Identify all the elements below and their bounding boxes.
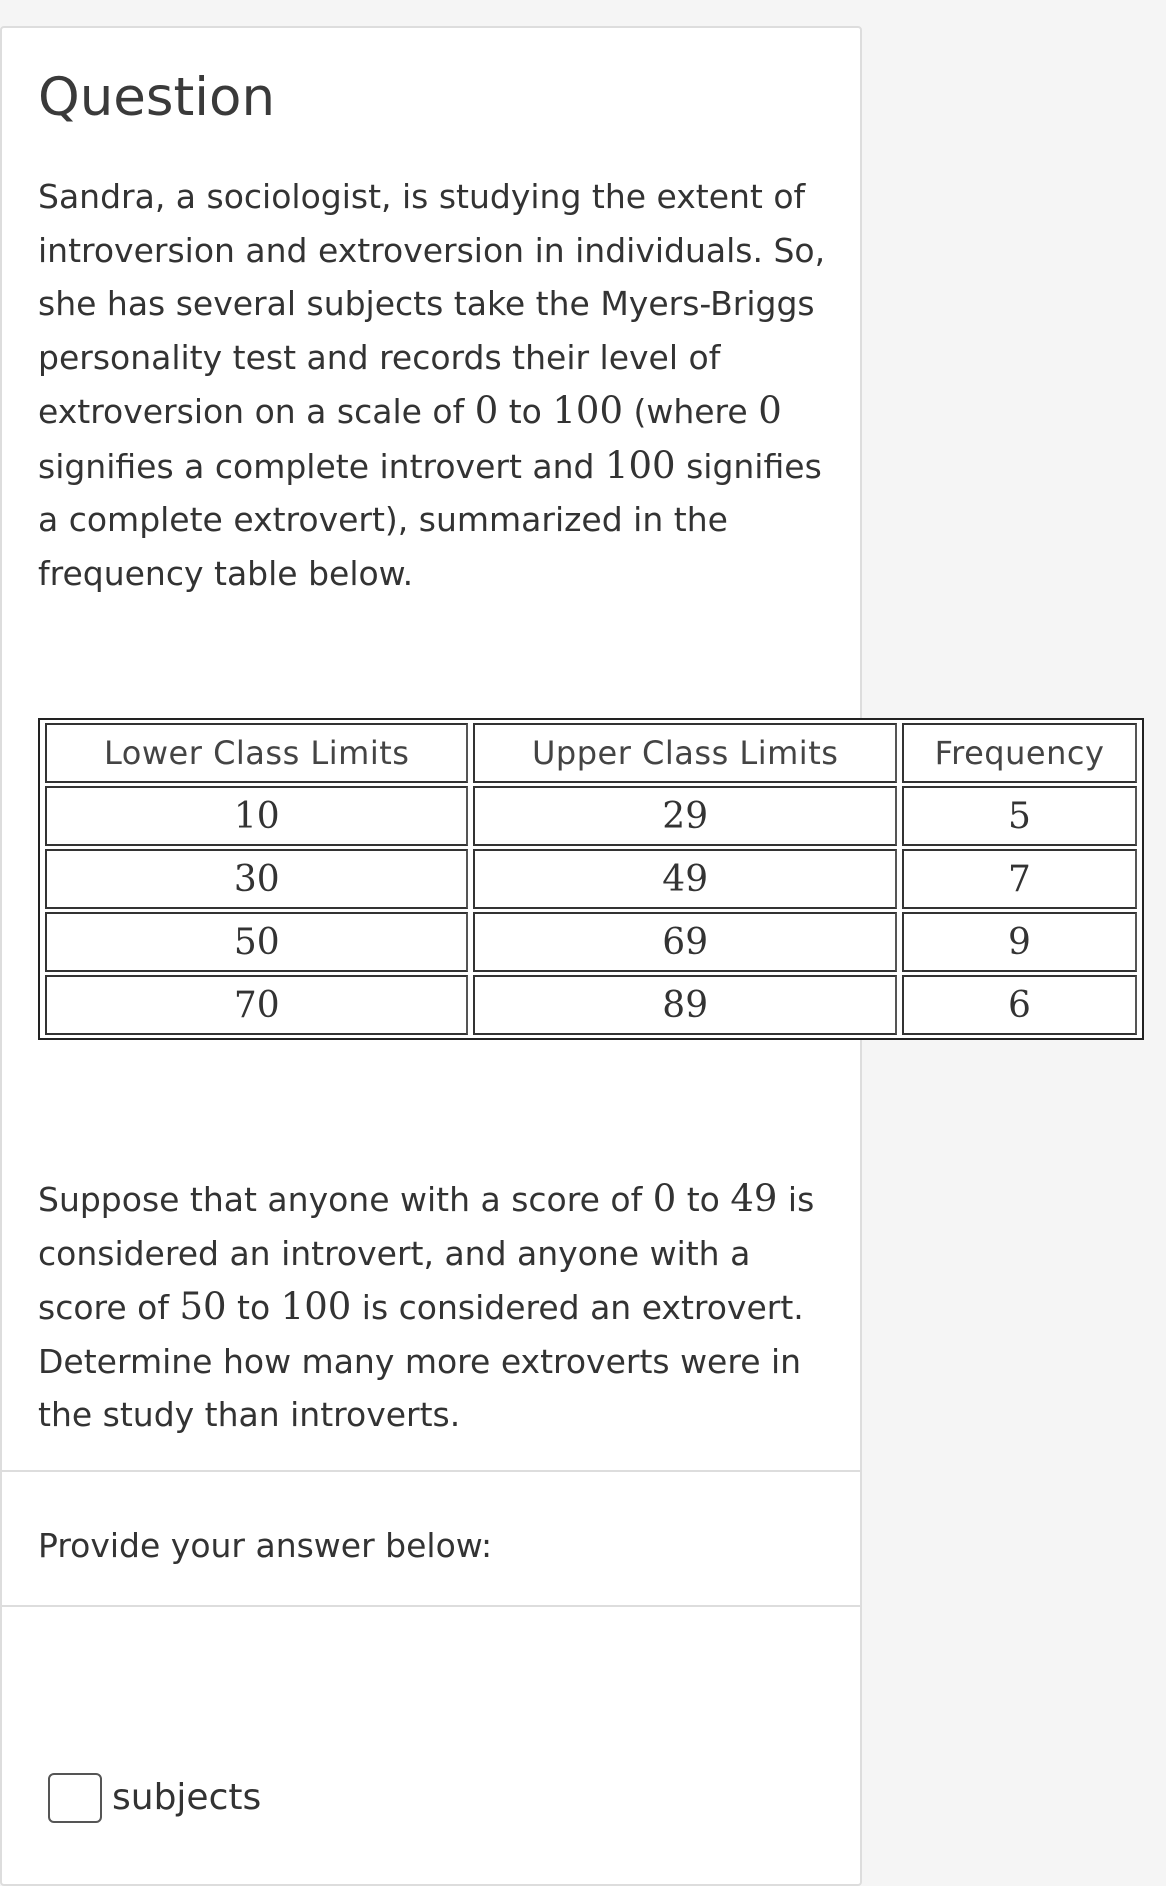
table-row: [45, 786, 1137, 846]
intro-text-5: signifies a complete extrovert), summarized in the frequency table below.: [38, 446, 822, 593]
cell-upper-limit: 89: [473, 975, 896, 1035]
cell-frequency: 6: [902, 975, 1137, 1035]
cell-upper-limit: 69: [473, 912, 896, 972]
intro-text-3: (where: [622, 392, 759, 431]
cell-lower-limit: 10: [45, 786, 468, 846]
question-intro-text: [38, 170, 838, 600]
answer-unit-label: subjects: [112, 1777, 262, 1818]
cell-lower-limit: 30: [45, 849, 468, 909]
section-divider: [0, 1605, 862, 1607]
cell-frequency: 9: [902, 912, 1137, 972]
followup-math-3: 50: [179, 1285, 227, 1328]
cell-frequency: 5: [902, 786, 1137, 846]
question-followup-text: [38, 1172, 838, 1442]
table-row: [45, 975, 1137, 1035]
table-header-row: [45, 723, 1137, 783]
answer-prompt: Provide your answer below:: [38, 1526, 493, 1565]
intro-math-3: 0: [758, 389, 782, 432]
intro-math-4: 100: [604, 443, 676, 487]
followup-math-2: 49: [730, 1177, 778, 1220]
header-lower-class-limits: Lower Class Limits: [45, 723, 468, 783]
cell-upper-limit: 49: [473, 849, 896, 909]
intro-math-1: 0: [474, 389, 499, 432]
section-divider: [0, 1470, 862, 1472]
header-frequency: Frequency: [902, 723, 1137, 783]
followup-text-1: Suppose that anyone with a score of: [38, 1180, 653, 1219]
intro-text-4: signifies a complete introvert and: [38, 446, 605, 486]
intro-math-2: 100: [552, 389, 623, 432]
followup-text-3: is considered an introvert, and anyone with a score of: [38, 1180, 815, 1327]
table-row: [45, 849, 1137, 909]
cell-upper-limit: 29: [473, 786, 896, 846]
cell-lower-limit: 50: [45, 912, 468, 972]
intro-text-2: to: [498, 392, 553, 431]
header-upper-class-limits: Upper Class Limits: [473, 723, 896, 783]
answer-row: [48, 1770, 261, 1826]
followup-math-1: 0: [652, 1177, 677, 1220]
question-title: Question: [38, 67, 276, 128]
intro-text-1: Sandra, a sociologist, is studying the extent of introversion and extroversion in individuals. So, she has several subjects take the Myers-Briggs personality test and records their level of extroversion on a scale of: [38, 177, 826, 431]
followup-text-4: to: [226, 1288, 281, 1327]
followup-text-5: is considered an extrovert. Determine how many more extroverts were in the study than introverts.: [38, 1288, 804, 1434]
frequency-table: [38, 718, 1144, 1040]
followup-text-2: to: [676, 1180, 731, 1219]
followup-math-4: 100: [280, 1285, 352, 1328]
table-row: [45, 912, 1137, 972]
cell-lower-limit: 70: [45, 975, 468, 1035]
cell-frequency: 7: [902, 849, 1137, 909]
answer-input[interactable]: [48, 1773, 102, 1823]
